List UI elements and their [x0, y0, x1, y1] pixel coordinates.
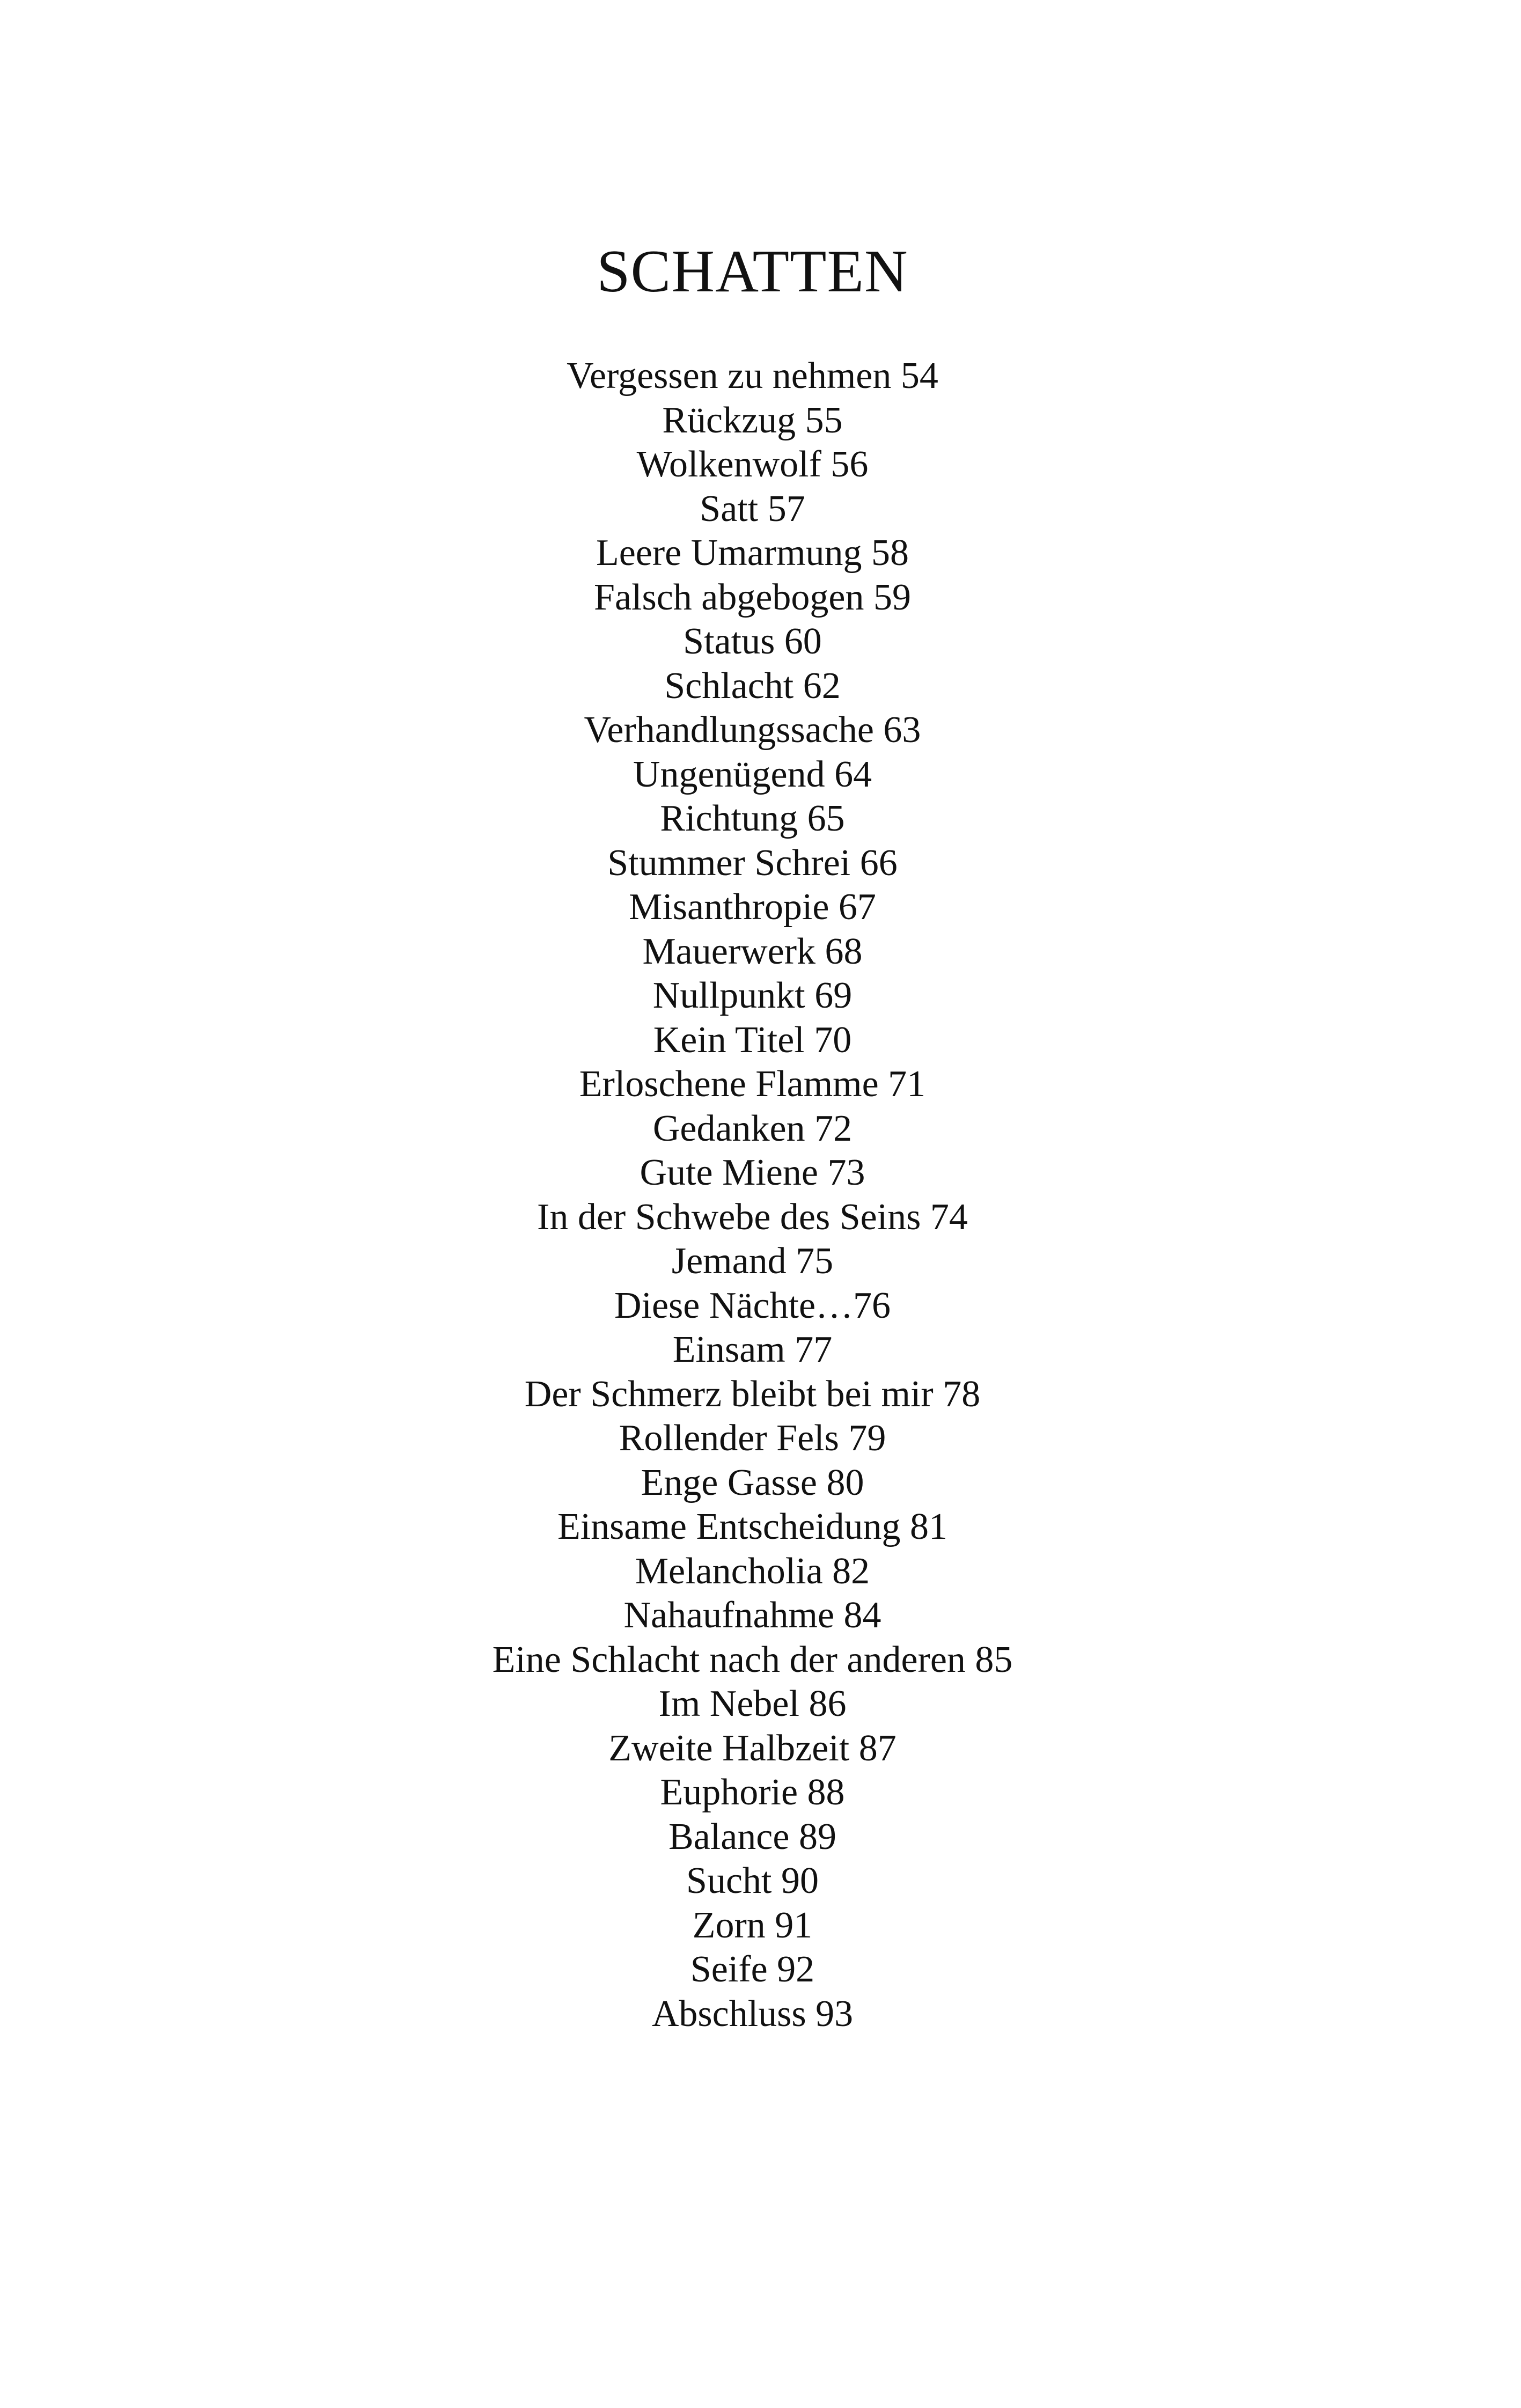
- toc-entry: Stummer Schrei 66: [607, 842, 898, 884]
- toc-entry: Einsame Entscheidung 81: [557, 1506, 948, 1547]
- toc-entry: Status 60: [683, 621, 822, 662]
- toc-entry: Im Nebel 86: [658, 1683, 847, 1724]
- toc-entry: Richtung 65: [660, 798, 845, 839]
- table-of-contents: [0, 354, 1505, 2036]
- toc-entry: Leere Umarmung 58: [596, 532, 909, 574]
- toc-entry: Zorn 91: [692, 1904, 813, 1946]
- toc-entry: Gedanken 72: [652, 1107, 853, 1149]
- toc-entry: Jemand 75: [671, 1240, 834, 1282]
- toc-entry: Kein Titel 70: [653, 1019, 852, 1061]
- toc-entry: Ungenügend 64: [633, 753, 872, 795]
- toc-entry: Nahaufnahme 84: [623, 1595, 881, 1636]
- toc-entry: Zweite Halbzeit 87: [608, 1727, 897, 1769]
- toc-entry: Rückzug 55: [662, 399, 843, 441]
- toc-entry: Vergessen zu nehmen 54: [567, 355, 938, 397]
- toc-entry: Balance 89: [668, 1816, 836, 1858]
- toc-entry: Eine Schlacht nach der anderen 85: [492, 1639, 1013, 1680]
- toc-entry: Gute Miene 73: [640, 1152, 865, 1193]
- toc-entry: Misanthropie 67: [629, 886, 876, 928]
- toc-entry: Satt 57: [700, 488, 805, 530]
- toc-entry: Rollender Fels 79: [619, 1418, 886, 1459]
- toc-entry: Mauerwerk 68: [642, 930, 863, 972]
- toc-entry: Melancholia 82: [635, 1550, 870, 1592]
- toc-entry: Wolkenwolf 56: [636, 444, 869, 485]
- toc-entry: Seife 92: [690, 1949, 815, 1990]
- toc-entry: In der Schwebe des Seins 74: [537, 1196, 968, 1238]
- toc-entry: Erloschene Flamme 71: [579, 1063, 926, 1105]
- toc-entry: Euphorie 88: [660, 1772, 845, 1813]
- toc-entry: Nullpunkt 69: [652, 975, 853, 1016]
- toc-entry: Diese Nächte…76: [614, 1284, 891, 1326]
- toc-entry: Sucht 90: [686, 1860, 819, 1902]
- toc-entry: Einsam 77: [672, 1329, 833, 1370]
- toc-entry: Enge Gasse 80: [641, 1462, 864, 1503]
- toc-entry: Abschluss 93: [651, 1993, 854, 2035]
- section-title: SCHATTEN: [597, 238, 908, 305]
- toc-entry: Schlacht 62: [664, 665, 841, 707]
- toc-entry: Der Schmerz bleibt bei mir 78: [524, 1373, 981, 1415]
- toc-entry: Falsch abgebogen 59: [594, 576, 911, 618]
- toc-entry: Verhandlungssache 63: [584, 709, 921, 751]
